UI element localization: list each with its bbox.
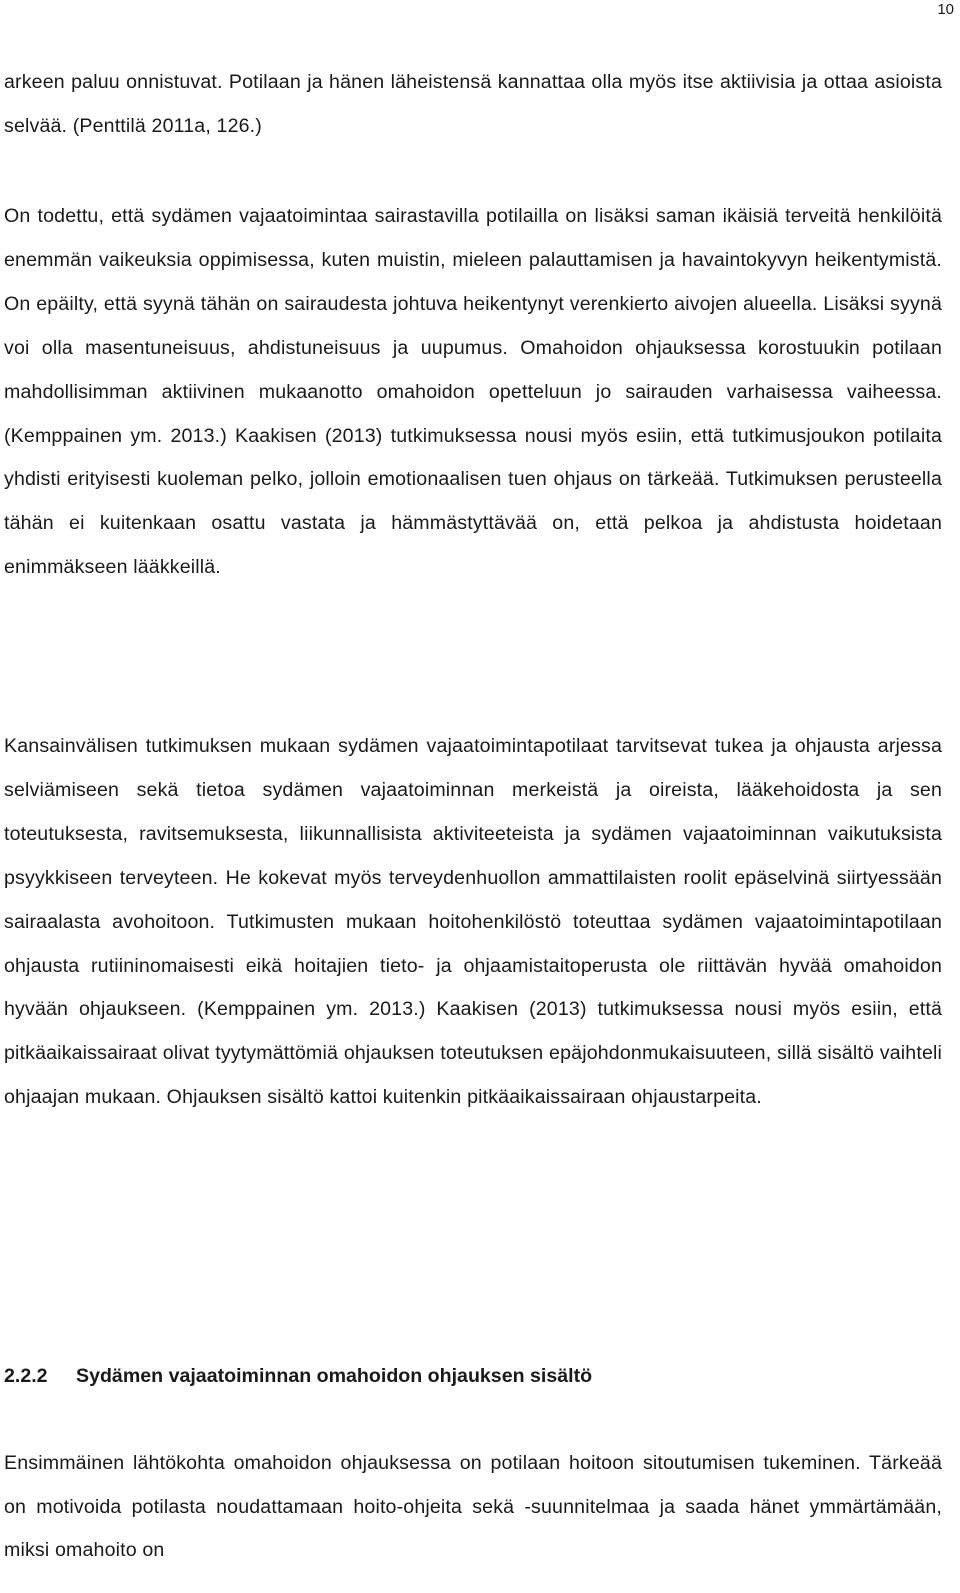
paragraph-1: arkeen paluu onnistuvat. Potilaan ja hänen läheistensä kannattaa olla myös itse aktiivisia ja ottaa asioista selvää. (Penttilä 2011a, 126.) <box>4 71 942 137</box>
paragraph-3: Kansainvälisen tutkimuksen mukaan sydämen vajaatoimintapotilaat tarvitsevat tukea ja ohjausta arjessa selviämiseen sekä tietoa sydämen vajaatoiminnan merkeistä ja oireista, lääkehoidosta ja sen toteutuksesta, ravitsemuksesta, liikunnallisista aktiviteeteista ja sydämen vajaatoiminnan vaikutuksista psyykkiseen terveyteen. He kokevat myös terveydenhuollon ammattilaisten roolit epäselvinä siirtyessään sairaalasta avohoitoon. Tutkimusten mukaan hoitohenkilöstö toteuttaa sydämen vajaatoimintapotilaan ohjausta rutiininomaisesti eikä hoitajien tieto- ja ohjaamistaitoperusta ole riittävän hyvää omahoidon hyvään ohjaukseen. (Kemppainen ym. 2013.) Kaakisen (2013) tutkimuksessa nousi myös esiin, että pitkäaikaissairaat olivat tyytymättömiä ohjauksen toteutuksen epäjohdonmukaisuuteen, sillä sisältö vaihteli ohjaajan mukaan. Ohjauksen sisältö kattoi kuitenkin pitkäaikaissairaan ohjaustarpeita. <box>4 735 942 1109</box>
paragraph-4: Ensimmäinen lähtökohta omahoidon ohjauksessa on potilaan hoitoon sitoutumisen tukeminen. Tärkeää on motivoida potilasta noudattamaan hoito-ohjeita sekä -suunnitelmaa ja saada hänet ymmärtämään, miksi omahoito on <box>4 1452 942 1561</box>
paragraph-2: On todettu, että sydämen vajaatoimintaa sairastavilla potilailla on lisäksi saman ikäisiä terveitä henkilöitä enemmän vaikeuksia oppimisessa, kuten muistin, mieleen palauttamisen ja havaintokyvyn heikentymistä. On epäilty, että syynä tähän on sairaudesta johtuva heikentynyt verenkierto aivojen alueella. Lisäksi syynä voi olla masentuneisuus, ahdistuneisuus ja uupumus. Omahoidon ohjauksessa korostuukin potilaan mahdollisimman aktiivinen mukaanotto omahoidon opetteluun jo sairauden varhaisessa vaiheessa. (Kemppainen ym. 2013.) Kaakisen (2013) tutkimuksessa nousi myös esiin, että tutkimusjoukon potilaita yhdisti erityisesti kuoleman pelko, jolloin emotionaalisen tuen ohjaus on tärkeää. Tutkimuksen perusteella tähän ei kuitenkaan osattu vastata ja hämmästyttävää on, että pelkoa ja ahdistusta hoidetaan enimmäkseen lääkkeillä. <box>4 205 942 579</box>
section-heading <box>4 1356 592 1396</box>
section-title: Sydämen vajaatoiminnan omahoidon ohjauksen sisältö <box>76 1365 593 1387</box>
page-number: 10 <box>937 1 954 18</box>
section-number: 2.2.2 <box>4 1365 48 1387</box>
